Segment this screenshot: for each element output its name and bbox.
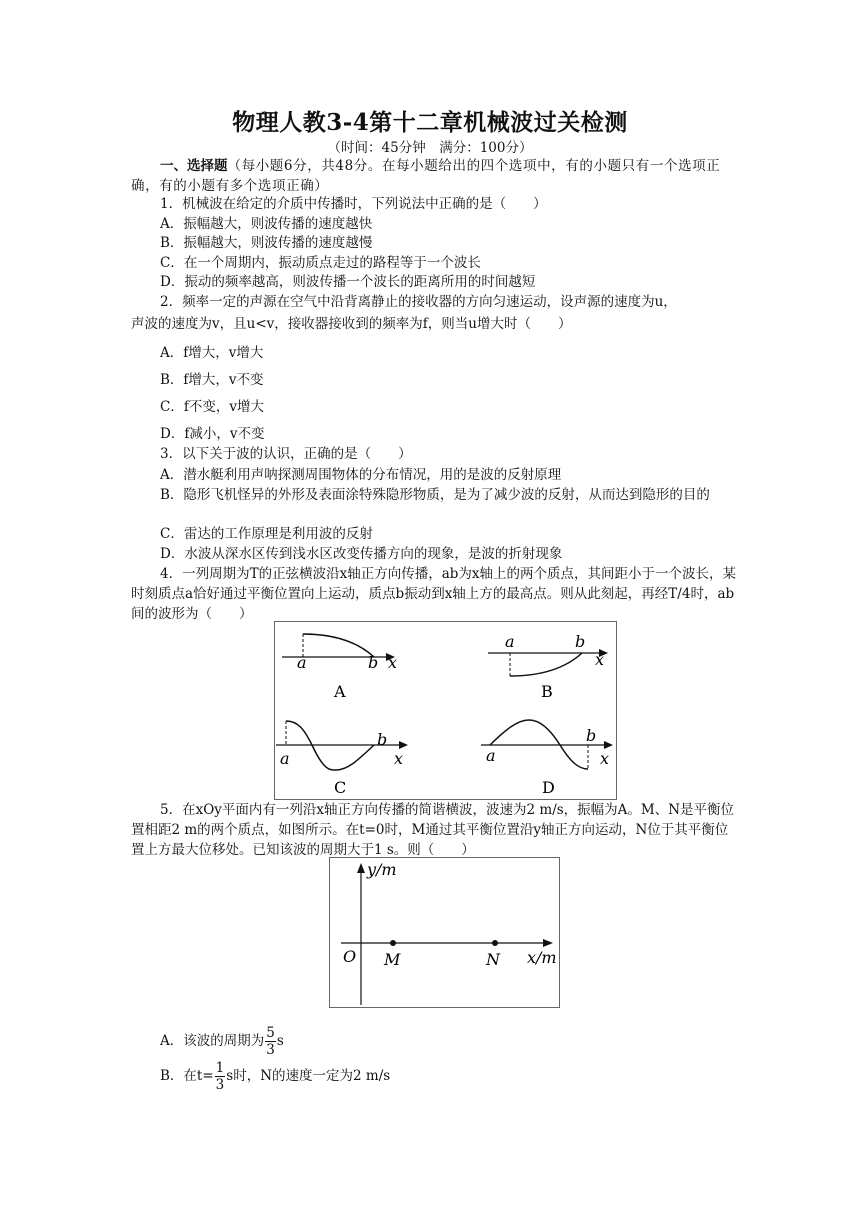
- question-3-option-a: A．潜水艇利用声呐探测周围物体的分布情况，用的是波的反射原理: [160, 467, 562, 483]
- exam-time-score: （时间：45分钟 满分：100分）: [327, 140, 533, 156]
- panel-label-c: C: [334, 778, 347, 797]
- question-1-stem: 1．机械波在给定的介质中传播时，下列说法中正确的是（ ）: [160, 196, 547, 212]
- point-a-label: a: [280, 749, 290, 768]
- x-axis-label: x/m: [527, 948, 557, 967]
- question-3-option-d: D．水波从深水区传到浅水区改变传播方向的现象，是波的折射现象: [160, 546, 563, 562]
- panel-label-b: B: [541, 682, 553, 701]
- panel-d: [481, 720, 613, 797]
- fraction-denominator: 3: [215, 1077, 225, 1093]
- x-axis-label: x: [600, 749, 610, 768]
- question-5-figure: [329, 857, 560, 1008]
- section-heading: [131, 156, 741, 196]
- fraction-denominator: 3: [266, 1042, 275, 1058]
- panel-b: [488, 632, 608, 701]
- panel-label-d: D: [542, 778, 555, 797]
- option-b-text: B．在t=: [160, 1068, 214, 1084]
- option-b-rest: s时，N的速度一定为2 m/s: [226, 1068, 391, 1084]
- y-axis-label: y/m: [367, 860, 397, 879]
- point-b-label: b: [377, 730, 388, 749]
- point-b-label: b: [368, 653, 379, 672]
- option-a-unit: s: [276, 1033, 284, 1049]
- fraction: [265, 1025, 276, 1058]
- section-title: 一、选择题: [160, 158, 228, 174]
- point-n-marker: [492, 940, 498, 946]
- question-2-stem-line-2: 声波的速度为v，且u<v，接收器接收到的频率为f，则当u增大时（ ）: [131, 316, 572, 332]
- question-1-option-c: C．在一个周期内，振动质点走过的路程等于一个波长: [160, 255, 481, 271]
- question-2-option-d: D．f减小，v不变: [160, 426, 265, 442]
- question-2-option-b: B．f增大，v不变: [160, 372, 264, 388]
- question-4-figure: [274, 621, 617, 800]
- point-a-label: a: [505, 632, 515, 651]
- option-a-text: A．该波的周期为: [160, 1033, 265, 1049]
- panel-c: [276, 721, 408, 797]
- x-axis-label: x: [394, 749, 404, 768]
- point-n-label: N: [486, 950, 500, 969]
- question-3-stem: 3．以下关于波的认识，正确的是（ ）: [160, 446, 412, 462]
- question-5-option-b: [160, 1058, 741, 1094]
- point-a-label: a: [297, 653, 307, 672]
- fraction: [215, 1060, 226, 1093]
- question-3-option-c: C．雷达的工作原理是利用波的反射: [160, 526, 373, 542]
- question-3-option-b: B．隐形飞机怪异的外形及表面涂特殊隐形物质，是为了减少波的反射，从而达到隐形的目的: [160, 487, 710, 503]
- fraction-numerator: 1: [215, 1060, 225, 1076]
- question-2-option-c: C．f不变，v增大: [160, 399, 264, 415]
- point-b-label: b: [575, 632, 586, 651]
- point-b-label: b: [586, 726, 597, 745]
- page-title: 物理人教3-4第十二章机械波过关检测: [232, 109, 628, 136]
- origin-label: O: [343, 947, 357, 966]
- point-m-marker: [390, 940, 396, 946]
- question-1-option-b: B．振幅越大，则波传播的速度越慢: [160, 235, 373, 251]
- panel-label-a: A: [334, 682, 346, 701]
- point-a-label: a: [486, 746, 496, 765]
- question-5-option-a: [160, 1023, 741, 1059]
- panel-a: [282, 634, 397, 701]
- x-axis-label: x: [388, 653, 398, 672]
- fraction-numerator: 5: [266, 1025, 275, 1041]
- question-2-stem-line-1: 2．频率一定的声源在空气中沿背离静止的接收器的方向匀速运动，设声源的速度为u，: [160, 294, 677, 310]
- question-1-option-a: A．振幅越大，则波传播的速度越快: [160, 216, 373, 232]
- x-axis-label: x: [595, 650, 605, 669]
- question-4-stem: 4．一列周期为T的正弦横波沿x轴正方向传播，ab为x轴上的两个质点，其间距小于一个波长，某时刻质点a恰好通过平衡位置向上运动，质点b振动到x轴上方的最高点。则从此刻起，再经T/4时，ab间的波形为（ ）: [131, 566, 737, 622]
- point-m-label: M: [384, 950, 401, 969]
- section-note: （每小题6分，共48分。在每小题给出的四个选项中，有的小题只有一个选项正确，有的小题有多个选项正确）: [131, 158, 721, 194]
- question-1-option-d: D．振动的频率越高，则波传播一个波长的距离所用的时间越短: [160, 274, 536, 290]
- question-2-option-a: A．f增大，v增大: [160, 345, 264, 361]
- question-5-stem: 5．在xOy平面内有一列沿x轴正方向传播的简谐横波，波速为2 m/s，振幅为A。M、N是平衡位置相距2 m的两个质点，如图所示。在t=0时，M通过其平衡位置沿y轴正方向运动，N位于其平衡位置上方最大位移处。已知该波的周期大于1 s。则（ ）: [131, 802, 735, 858]
